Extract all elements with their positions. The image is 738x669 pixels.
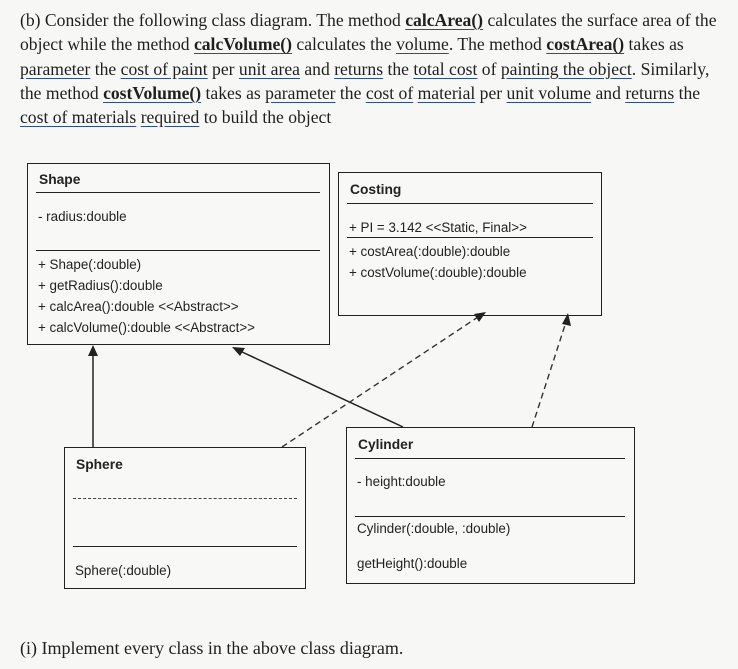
footer-instruction: (i) Implement every class in the above class diagram.	[20, 638, 404, 658]
question-paragraph: (b) Consider the following class diagram. The method calcArea() calculates the surface area of the object while the method calcVolume() calculates the volume. The method costArea() takes as parameter the cost of paint per unit area and returns the total cost of painting the object. Similarly, the method costVolume() takes as parameter the cost of material per unit volume and returns the cost of materials required to build the object	[20, 10, 717, 128]
method-costarea: costArea()	[546, 34, 625, 55]
method-calcvolume: calcVolume()	[193, 34, 292, 55]
class-name: Costing	[350, 182, 402, 197]
attribute: - height:double	[357, 474, 446, 489]
class-name: Sphere	[76, 457, 123, 472]
class-name: Cylinder	[358, 437, 414, 452]
method: + getRadius():double	[38, 278, 163, 293]
method-calcarea: calcArea()	[405, 10, 484, 30]
method: Sphere(:double)	[75, 563, 172, 578]
attribute: + PI = 3.142 <<Static, Final>>	[349, 220, 527, 235]
method: Cylinder(:double, :double)	[357, 521, 511, 536]
method-costvolume: costVolume()	[103, 82, 202, 103]
inheritance-line-cylinder-shape	[240, 351, 403, 427]
attribute: - radius:double	[38, 209, 127, 224]
method: + calcVolume():double <<Abstract>>	[38, 320, 255, 335]
arrowhead	[232, 347, 245, 356]
arrowhead	[474, 312, 486, 322]
question-label: (b)	[20, 10, 41, 30]
realization-line-sphere-costing	[282, 317, 478, 447]
realization-line-cylinder-costing	[532, 322, 566, 427]
class-name: Shape	[39, 172, 81, 187]
arrowhead	[88, 345, 98, 356]
method: + calcArea():double <<Abstract>>	[38, 299, 239, 314]
method: + Shape(:double)	[38, 257, 142, 272]
method: + costArea(:double):double	[349, 244, 511, 259]
method: + costVolume(:double):double	[349, 265, 527, 280]
arrowhead	[562, 313, 571, 326]
method: getHeight():double	[357, 556, 468, 571]
